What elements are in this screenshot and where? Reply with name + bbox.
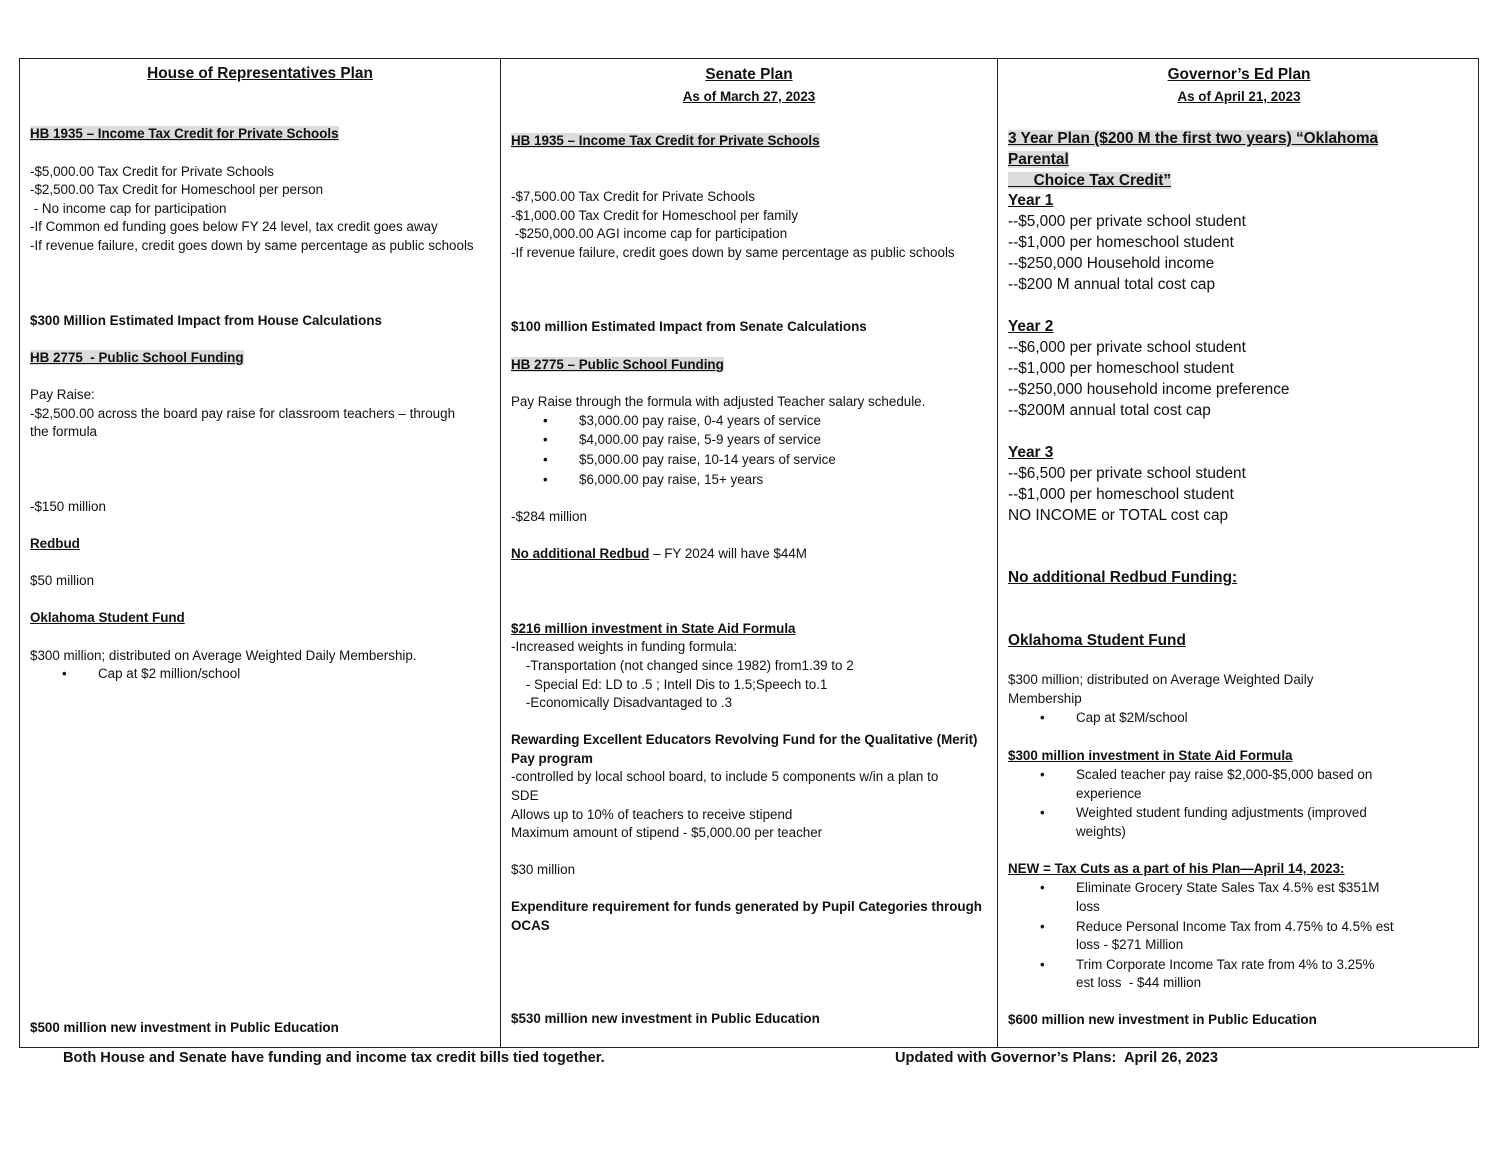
governor-osf-text: Membership <box>1008 691 1082 706</box>
senate-total: $530 million new investment in Public Education <box>511 1011 820 1026</box>
governor-taxcut-bullet: • Eliminate Grocery State Sales Tax 4.5% est $351M <box>1076 879 1379 898</box>
senate-title: Senate Plan <box>705 66 793 83</box>
senate-plan-column <box>501 59 998 1047</box>
governor-year3-line: --$6,500 per private school student <box>1008 465 1246 482</box>
house-plan-column <box>20 59 501 1047</box>
governor-osf-heading: Oklahoma Student Fund <box>1008 632 1186 649</box>
governor-plan-heading: Parental <box>1008 151 1069 168</box>
senate-merit-line: Allows up to 10% of teachers to receive stipend <box>511 807 793 822</box>
governor-formula-bullet-cont: experience <box>1076 786 1142 801</box>
governor-plan-column <box>998 59 1480 1047</box>
house-hb2775-heading: HB 2775 - Public School Funding <box>30 350 244 365</box>
senate-expenditure: Expenditure requirement for funds generated by Pupil Categories through <box>511 899 982 914</box>
senate-merit-line: -controlled by local school board, to include 5 components w/in a plan to <box>511 769 939 784</box>
governor-year3-line: NO INCOME or TOTAL cost cap <box>1008 507 1229 524</box>
governor-taxcuts-heading: NEW = Tax Cuts as a part of his Plan—April 14, 2023: <box>1008 861 1345 876</box>
governor-formula-bullet: • Weighted student funding adjustments (improved <box>1076 804 1367 823</box>
house-impact: $300 Million Estimated Impact from House Calculations <box>30 313 382 328</box>
comparison-table <box>19 58 1479 1048</box>
senate-pay-raise-bullet: • $3,000.00 pay raise, 0-4 years of service <box>579 412 821 431</box>
house-hb1935-line: - No income cap for participation <box>30 201 227 216</box>
senate-formula-line: -Increased weights in funding formula: <box>511 639 738 654</box>
governor-year2-line: --$200M annual total cost cap <box>1008 402 1211 419</box>
governor-subtitle: As of April 21, 2023 <box>1177 89 1301 104</box>
senate-impact: $100 million Estimated Impact from Senate Calculations <box>511 319 867 334</box>
governor-plan-heading: Choice Tax Credit” <box>1008 172 1172 189</box>
governor-year3-line: --$1,000 per homeschool student <box>1008 486 1234 503</box>
governor-taxcut-bullet: • Reduce Personal Income Tax from 4.75% to 4.5% est <box>1076 918 1394 937</box>
senate-merit-line: SDE <box>511 788 539 803</box>
governor-title: Governor’s Ed Plan <box>1167 66 1311 83</box>
governor-year1-line: --$250,000 Household income <box>1008 255 1215 272</box>
house-osf-heading: Oklahoma Student Fund <box>30 610 185 625</box>
governor-year3-label: Year 3 <box>1008 444 1054 461</box>
senate-redbud-note: – FY 2024 will have $44M <box>649 546 807 561</box>
house-title: House of Representatives Plan <box>147 65 373 82</box>
governor-year1-line: --$5,000 per private school student <box>1008 213 1246 230</box>
house-osf-bullet: • Cap at $2 million/school <box>98 665 240 684</box>
house-total: $500 million new investment in Public Education <box>30 1020 339 1035</box>
senate-expenditure: OCAS <box>511 918 550 933</box>
governor-taxcut-bullet-cont: loss - $271 Million <box>1076 937 1184 952</box>
governor-year1-line: --$1,000 per homeschool student <box>1008 234 1234 251</box>
senate-formula-line: -Economically Disadvantaged to .3 <box>511 695 733 710</box>
governor-redbud-heading: No additional Redbud Funding: <box>1008 569 1238 586</box>
house-hb1935-line: -$5,000.00 Tax Credit for Private Schools <box>30 164 274 179</box>
governor-year1-line: --$200 M annual total cost cap <box>1008 276 1216 293</box>
senate-pay-raise-intro: Pay Raise through the formula with adjusted Teacher salary schedule. <box>511 394 926 409</box>
governor-osf-bullet: • Cap at $2M/school <box>1076 709 1188 728</box>
house-osf-text: $300 million; distributed on Average Weighted Daily Membership. <box>30 648 417 663</box>
governor-taxcut-bullet-cont: loss <box>1076 899 1100 914</box>
senate-redbud-heading: No additional Redbud <box>511 546 650 561</box>
governor-year2-label: Year 2 <box>1008 318 1054 335</box>
governor-formula-heading: $300 million investment in State Aid Formula <box>1008 748 1293 763</box>
house-hb1935-heading: HB 1935 – Income Tax Credit for Private Schools <box>30 126 339 141</box>
governor-osf-text: $300 million; distributed on Average Weighted Daily <box>1008 672 1314 687</box>
senate-pay-cost: -$284 million <box>511 509 587 524</box>
senate-hb1935-heading: HB 1935 – Income Tax Credit for Private Schools <box>511 133 820 148</box>
governor-taxcut-bullet-cont: est loss - $44 million <box>1076 975 1202 990</box>
senate-merit-heading: Rewarding Excellent Educators Revolving Fund for the Qualitative (Merit) <box>511 732 978 747</box>
governor-year2-line: --$1,000 per homeschool student <box>1008 360 1234 377</box>
footer-updated: Updated with Governor’s Plans: April 26, 2023 <box>895 1050 1219 1066</box>
house-pay-raise-label: Pay Raise: <box>30 387 95 402</box>
house-pay-raise-line: -$2,500.00 across the board pay raise for classroom teachers – through <box>30 406 456 421</box>
senate-hb1935-line: -$7,500.00 Tax Credit for Private Schools <box>511 189 755 204</box>
senate-formula-line: -Transportation (not changed since 1982) from1.39 to 2 <box>511 658 854 673</box>
senate-formula-line: - Special Ed: LD to .5 ; Intell Dis to 1.5;Speech to.1 <box>511 677 828 692</box>
governor-formula-bullet-cont: weights) <box>1076 824 1126 839</box>
house-redbud-heading: Redbud <box>30 536 80 551</box>
governor-taxcut-bullet: • Trim Corporate Income Tax rate from 4% to 3.25% <box>1076 956 1374 975</box>
house-redbud-amount: $50 million <box>30 573 95 588</box>
governor-plan-heading: 3 Year Plan ($200 M the first two years) “Oklahoma <box>1008 130 1379 147</box>
governor-year2-line: --$250,000 household income preference <box>1008 381 1290 398</box>
senate-subtitle: As of March 27, 2023 <box>682 89 816 104</box>
house-pay-cost: -$150 million <box>30 499 106 514</box>
house-hb1935-line: -If Common ed funding goes below FY 24 level, tax credit goes away <box>30 219 438 234</box>
senate-merit-heading: Pay program <box>511 751 593 766</box>
footer-note: Both House and Senate have funding and income tax credit bills tied together. <box>63 1050 605 1066</box>
senate-pay-raise-bullet: • $4,000.00 pay raise, 5-9 years of service <box>579 431 821 450</box>
senate-pay-raise-bullet: • $5,000.00 pay raise, 10-14 years of service <box>579 451 836 470</box>
governor-total: $600 million new investment in Public Education <box>1008 1012 1317 1027</box>
house-hb1935-line: -If revenue failure, credit goes down by same percentage as public schools <box>30 238 474 253</box>
governor-year2-line: --$6,000 per private school student <box>1008 339 1246 356</box>
senate-merit-cost: $30 million <box>511 862 576 877</box>
house-pay-raise-line: the formula <box>30 424 97 439</box>
senate-formula-heading: $216 million investment in State Aid Formula <box>511 621 796 636</box>
senate-hb1935-line: -$250,000.00 AGI income cap for participation <box>511 226 788 241</box>
house-hb1935-line: -$2,500.00 Tax Credit for Homeschool per person <box>30 182 324 197</box>
governor-formula-bullet: • Scaled teacher pay raise $2,000-$5,000 based on <box>1076 766 1372 785</box>
governor-year1-label: Year 1 <box>1008 192 1054 209</box>
senate-hb1935-line: -$1,000.00 Tax Credit for Homeschool per family <box>511 208 799 223</box>
senate-pay-raise-bullet: • $6,000.00 pay raise, 15+ years <box>579 471 763 490</box>
senate-hb1935-line: -If revenue failure, credit goes down by same percentage as public schools <box>511 245 955 260</box>
senate-hb2775-heading: HB 2775 – Public School Funding <box>511 357 724 372</box>
senate-merit-line: Maximum amount of stipend - $5,000.00 per teacher <box>511 825 823 840</box>
